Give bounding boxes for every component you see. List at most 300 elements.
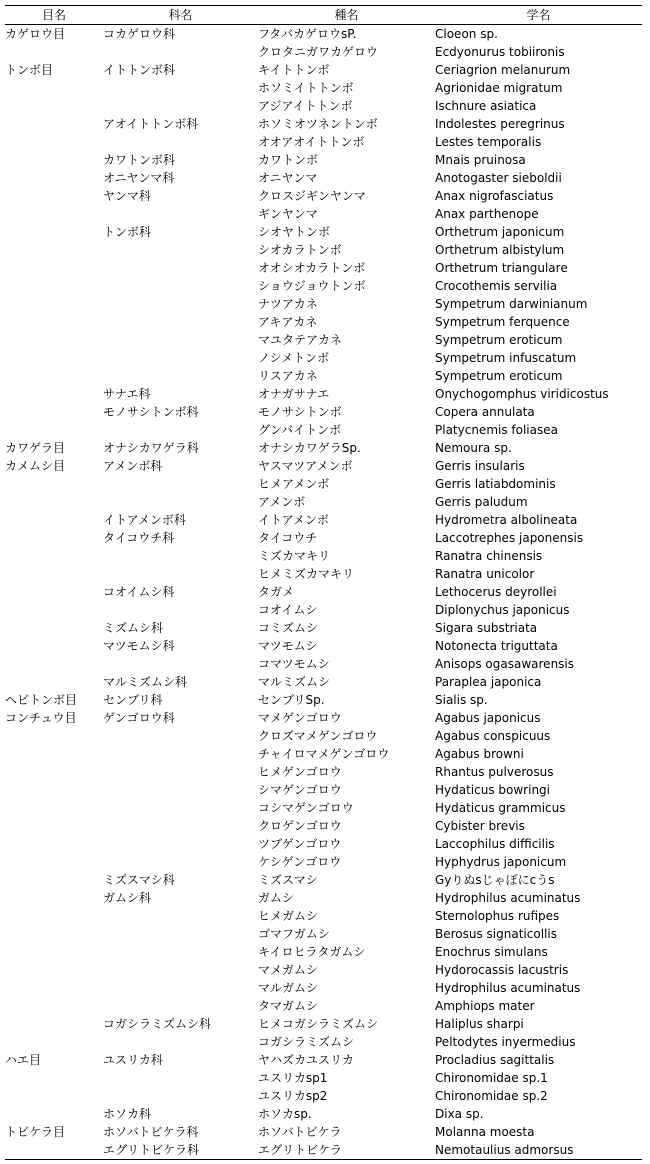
species-cell: イトアメンボ [258,513,329,527]
table-row [5,799,642,817]
species-cell: ゴマフガムシ [258,927,330,941]
family-cell: イトアメンボ科 [103,513,186,527]
order-cell: カメムシ目 [5,459,66,473]
order-cell: ハエ目 [5,1053,42,1067]
species-cell: コオイムシ [258,603,318,617]
scientific-name-cell: Molanna moesta [435,1125,535,1139]
table-row [5,475,642,493]
scientific-name-cell: Cloeon sp. [435,27,498,41]
family-cell [103,97,258,115]
scientific-name-cell: Chironomidae sp.1 [435,1071,548,1085]
scientific-name-cell: Anisops ogasawarensis [435,657,575,671]
family-cell [103,133,258,151]
order-cell [5,385,103,403]
order-cell [5,1033,103,1051]
species-cell: コシマゲンゴロウ [258,801,354,815]
table-row [5,43,642,61]
family-cell: アオイトトンボ科 [103,117,199,131]
scientific-name-cell: Paraplea japonica [435,675,542,689]
family-cell [103,475,258,493]
scientific-name-cell: Ranatra chinensis [435,549,543,563]
family-cell [103,925,258,943]
species-cell: ミズスマシ [258,873,318,887]
species-cell: ヒメアメンボ [258,477,330,491]
species-cell: ヒメゲンゴロウ [258,765,342,779]
scientific-name-cell: Hydaticus bowringi [435,783,551,797]
scientific-name-cell: Sigara substriata [435,621,538,635]
order-cell [5,619,103,637]
table-row [5,241,642,259]
header-scientific-name: 学名 [435,6,642,25]
order-cell [5,133,103,151]
order-cell [5,997,103,1015]
family-cell [103,781,258,799]
table-row [5,835,642,853]
family-cell: ゲンゴロウ科 [103,711,175,725]
family-cell [103,295,258,313]
table-row [5,205,642,223]
order-cell [5,529,103,547]
species-cell: タイコウチ [258,531,318,545]
table-row [5,565,642,583]
header-row [5,6,642,25]
family-cell [103,961,258,979]
order-cell [5,853,103,871]
species-cell: ホソカsp. [258,1107,312,1121]
species-cell: クロズマメゲンゴロウ [258,729,378,743]
order-cell: ヘビトンボ目 [5,693,78,707]
scientific-name-cell: Sympetrum darwinianum [435,297,588,311]
scientific-name-cell: Dixa sp. [435,1107,484,1121]
order-cell [5,727,103,745]
species-cell: キイトトンボ [258,63,330,77]
scientific-name-cell: Hydorocassis lacustris [435,963,569,977]
species-cell: オナガサナエ [258,387,330,401]
species-cell: ホソミオツネントンボ [258,117,378,131]
family-cell: モノサシトンボ科 [103,405,199,419]
family-cell: コカゲロウ科 [103,27,176,41]
order-cell [5,1087,103,1105]
order-cell [5,331,103,349]
table-row [5,1051,642,1069]
scientific-name-cell: Gyりぬsじゃぽにcうs [435,873,555,887]
order-cell: トビケラ目 [5,1125,66,1139]
species-cell: シマゲンゴロウ [258,783,342,797]
scientific-name-cell: Berosus signaticollis [435,927,557,941]
scientific-name-cell: Agrionidae migratum [435,81,563,95]
scientific-name-cell: Platycnemis foliasea [435,423,558,437]
table-row [5,961,642,979]
family-cell: アメンボ科 [103,459,163,473]
order-cell [5,907,103,925]
scientific-name-cell: Sternolophus rufipes [435,909,560,923]
order-cell [5,925,103,943]
order-cell [5,745,103,763]
order-cell: カゲロウ目 [5,27,66,41]
family-cell [103,331,258,349]
table-row [5,619,642,637]
table-row [5,691,642,709]
table-row [5,97,642,115]
order-cell [5,943,103,961]
table-row [5,889,642,907]
table-row [5,907,642,925]
header-family: 科名 [103,6,258,25]
family-cell [103,745,258,763]
family-cell [103,43,258,61]
family-cell: センブリ科 [103,693,163,707]
species-cell: ユスリカsp1 [258,1071,328,1085]
family-cell [103,313,258,331]
family-cell: エグリトビケラ科 [103,1141,258,1160]
species-cell: エグリトビケラ [258,1141,435,1160]
family-cell [103,943,258,961]
table-row [5,79,642,97]
table-row [5,313,642,331]
table-row [5,655,642,673]
scientific-name-cell: Enochrus simulans [435,945,548,959]
scientific-name-cell: Anotogaster sieboldii [435,171,562,185]
order-cell [5,151,103,169]
order-cell [5,475,103,493]
family-cell: ホソカ科 [103,1107,152,1121]
species-cell: ユスリカsp2 [258,1089,328,1103]
table-row [5,781,642,799]
order-cell [5,979,103,997]
table-row [5,223,642,241]
table-row [5,421,642,439]
species-cell: シオヤトンボ [258,225,331,239]
scientific-name-cell: Crocothemis servilia [435,279,558,293]
scientific-name-cell: Cybister brevis [435,819,525,833]
order-cell: コンチュウ目 [5,711,77,725]
order-cell [5,763,103,781]
family-cell: マツモムシ科 [103,639,175,653]
species-cell: クロスジギンヤンマ [258,189,366,203]
table-row [5,1015,642,1033]
family-cell: ミズスマシ科 [103,873,175,887]
family-cell [103,565,258,583]
order-cell [5,817,103,835]
family-cell [103,241,258,259]
scientific-name-cell: Diplonychus japonicus [435,603,570,617]
order-cell [5,1105,103,1123]
table-row [5,439,642,457]
scientific-name-cell: Peltodytes inyermedius [435,1035,576,1049]
species-cell: タガメ [258,585,295,599]
species-cell: オオシオカラトンボ [258,261,366,275]
table-row [5,1069,642,1087]
species-cell: ヒメミズカマキリ [258,567,355,581]
scientific-name-cell: Notonecta triguttata [435,639,558,653]
order-cell [5,205,103,223]
table-row [5,1105,642,1123]
order-cell [5,367,103,385]
family-cell [103,817,258,835]
scientific-name-cell: Amphiops mater [435,999,535,1013]
family-cell [103,907,258,925]
species-cell: マルミズムシ [258,675,331,689]
species-cell: ヤスマツアメンボ [258,459,353,473]
table-row [5,763,642,781]
scientific-name-cell: Hyphydrus japonicum [435,855,567,869]
species-cell: グンバイトンボ [258,423,342,437]
table-row [5,673,642,691]
scientific-name-cell: Ischnure asiatica [435,99,537,113]
species-cell: ヒメコガシラミズムシ [258,1017,379,1031]
scientific-name-cell: Orthetrum japonicum [435,225,565,239]
order-cell [5,1015,103,1033]
species-cell: ホソミイトトンボ [258,81,354,95]
table-row [5,853,642,871]
family-cell [103,259,258,277]
table-row [5,925,642,943]
order-cell [5,421,103,439]
order-cell [5,223,103,241]
order-cell: カワゲラ目 [5,441,66,455]
table-row [5,187,642,205]
scientific-name-cell: Copera annulata [435,405,535,419]
scientific-name-cell: Rhantus pulverosus [435,765,554,779]
scientific-name-cell: Hydrometra albolineata [435,513,578,527]
species-cell: タマガムシ [258,999,319,1013]
table-row [5,1087,642,1105]
family-cell: コガシラミズムシ科 [103,1017,212,1031]
species-cell: クロゲンゴロウ [258,819,342,833]
order-cell [5,781,103,799]
scientific-name-cell: Hydrophilus acuminatus [435,891,581,905]
scientific-name-cell: Lethocerus deyrollei [435,585,557,599]
family-cell: タイコウチ科 [103,531,175,545]
header-order: 目名 [5,6,103,25]
family-cell: オニヤンマ科 [103,171,175,185]
scientific-name-cell: Nemotaulius admorsus [435,1141,642,1160]
scientific-name-cell: Hydaticus grammicus [435,801,566,815]
scientific-name-cell: Haliplus sharpi [435,1017,524,1031]
table-row [5,601,642,619]
family-cell [103,979,258,997]
order-cell [5,493,103,511]
species-cell: モノサシトンボ [258,405,342,419]
table-row [5,133,642,151]
scientific-name-cell: Laccotrephes japonensis [435,531,584,545]
scientific-name-cell: Onychogomphus viridicostus [435,387,609,401]
table-row [5,259,642,277]
species-cell: アメンボ [258,495,306,509]
family-cell [103,763,258,781]
family-cell: ガムシ科 [103,891,152,905]
table-row [5,493,642,511]
family-cell [103,601,258,619]
scientific-name-cell: Agabus conspicuus [435,729,551,743]
scientific-name-cell: Sialis sp. [435,693,488,707]
scientific-name-cell: Sympetrum infuscatum [435,351,577,365]
order-cell [5,313,103,331]
header-species: 種名 [258,6,435,25]
order-cell [5,601,103,619]
family-cell: ユスリカ科 [103,1053,163,1067]
table-row [5,61,642,79]
table-body [5,25,642,1160]
family-cell: ミズムシ科 [103,621,164,635]
order-cell [5,889,103,907]
species-cell: ケシゲンゴロウ [258,855,342,869]
species-cell: クロタニガワカゲロウ [258,45,379,59]
order-cell [5,637,103,655]
order-cell [5,403,103,421]
species-cell: アキアカネ [258,315,318,329]
species-cell: マツモムシ [258,639,318,653]
order-cell [5,241,103,259]
family-cell [103,655,258,673]
table-row [5,511,642,529]
table-row [5,169,642,187]
table-row [5,997,642,1015]
species-cell: オオアオイトトンボ [258,135,365,149]
table-row [5,745,642,763]
family-cell [103,493,258,511]
species-cell: ヒメガムシ [258,909,319,923]
species-cell: マルガムシ [258,981,319,995]
family-cell: トンボ科 [103,225,152,239]
scientific-name-cell: Nemoura sp. [435,441,512,455]
scientific-name-cell: Orthetrum albistylum [435,243,565,257]
order-cell [5,673,103,691]
species-cell: シオカラトンボ [258,243,342,257]
species-cell: コミズムシ [258,621,319,635]
scientific-name-cell: Anax nigrofasciatus [435,189,554,203]
order-cell [5,871,103,889]
family-cell [103,79,258,97]
order-cell [5,97,103,115]
scientific-name-cell: Agabus browni [435,747,524,761]
table-row [5,1033,642,1051]
family-cell [103,367,258,385]
family-cell [103,1033,258,1051]
table-row [5,871,642,889]
order-cell: トンボ目 [5,63,54,77]
family-cell: ホソバトビケラ科 [103,1125,199,1139]
order-cell [5,547,103,565]
species-cell: センブリSp. [258,693,325,707]
table-row [5,457,642,475]
table-row [5,115,642,133]
species-cell: コガシラミズムシ [258,1035,355,1049]
order-cell [5,79,103,97]
species-cell: キイロヒラタガムシ [258,945,366,959]
family-cell [103,1069,258,1087]
scientific-name-cell: Laccophilus difficilis [435,837,555,851]
order-cell [5,259,103,277]
scientific-name-cell: Procladius sagittalis [435,1053,555,1067]
table-row [5,709,642,727]
family-cell [103,997,258,1015]
family-cell [103,547,258,565]
species-cell: オニヤンマ [258,171,318,185]
family-cell [103,205,258,223]
table-row [5,583,642,601]
order-cell [5,565,103,583]
species-cell: コマツモムシ [258,657,330,671]
species-cell: マユタテアカネ [258,333,342,347]
scientific-name-cell: Gerris paludum [435,495,528,509]
scientific-name-cell: Sympetrum eroticum [435,369,563,383]
order-cell [5,295,103,313]
scientific-name-cell: Ecdyonurus tobiironis [435,45,565,59]
species-cell: ガムシ [258,891,295,905]
table-row [5,637,642,655]
family-cell: オナシカワゲラ科 [103,441,199,455]
table-row [5,349,642,367]
species-cell: アジアイトトンボ [258,99,353,113]
order-cell [5,187,103,205]
scientific-name-cell: Chironomidae sp.2 [435,1089,548,1103]
order-cell [5,583,103,601]
table-row [5,1123,642,1141]
species-cell: フタバカゲロウsP. [258,27,357,41]
scientific-name-cell: Agabus japonicus [435,711,541,725]
scientific-name-cell: Sympetrum eroticum [435,333,563,347]
table-row [5,1141,642,1160]
species-cell: ツブゲンゴロウ [258,837,342,851]
table-row [5,25,642,44]
family-cell [103,799,258,817]
table-row [5,943,642,961]
scientific-name-cell: Mnais pruinosa [435,153,526,167]
scientific-name-cell: Sympetrum ferquence [435,315,570,329]
family-cell [103,1087,258,1105]
order-cell [5,1069,103,1087]
table-row [5,277,642,295]
order-cell [5,115,103,133]
species-cell: カワトンボ [258,153,319,167]
family-cell [103,835,258,853]
order-cell [5,961,103,979]
order-cell [5,799,103,817]
table-row [5,295,642,313]
table-row [5,547,642,565]
scientific-name-cell: Gerris latiabdominis [435,477,556,491]
species-cell: マメゲンゴロウ [258,711,342,725]
family-cell: ヤンマ科 [103,189,151,203]
species-cell: ヤハズカユスリカ [258,1053,354,1067]
family-cell: イトトンボ科 [103,63,176,77]
species-cell: ノシメトンボ [258,351,330,365]
family-cell [103,853,258,871]
species-cell: オナシカワゲラSp. [258,441,361,455]
table-row [5,385,642,403]
species-cell: マメガムシ [258,963,319,977]
order-cell [5,1141,103,1160]
species-cell: ギンヤンマ [258,207,318,221]
scientific-name-cell: Hydrophilus acuminatus [435,981,581,995]
scientific-name-cell: Gerris insularis [435,459,525,473]
table-row [5,979,642,997]
table-row [5,331,642,349]
species-cell: ホソバトビケラ [258,1125,342,1139]
order-cell [5,349,103,367]
family-cell [103,421,258,439]
family-cell: サナエ科 [103,387,151,401]
scientific-name-cell: Ranatra unicolor [435,567,535,581]
table-row [5,367,642,385]
scientific-name-cell: Orthetrum triangulare [435,261,568,275]
order-cell [5,655,103,673]
table-row [5,151,642,169]
species-cell: チャイロマメゲンゴロウ [258,747,390,761]
order-cell [5,277,103,295]
species-table [5,5,642,1160]
